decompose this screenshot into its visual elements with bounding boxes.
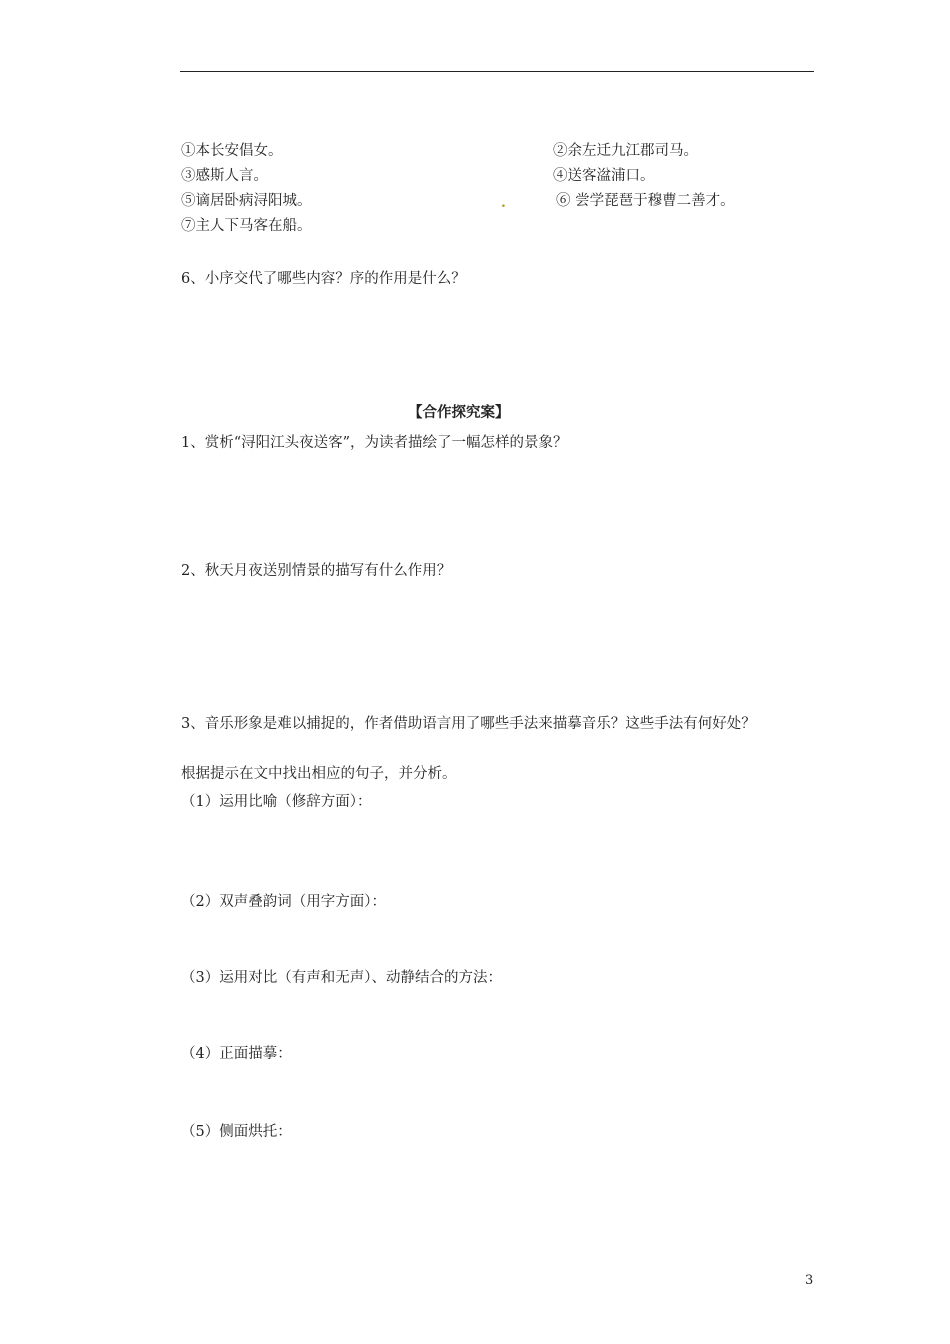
question-3: 3、音乐形象是难以捕捉的，作者借助语言用了哪些手法来描摹音乐？这些手法有何好处？ bbox=[181, 716, 756, 732]
item-4: （4）正面描摹： bbox=[181, 1046, 292, 1062]
sentence-1: ①本长安倡女。 bbox=[181, 143, 283, 159]
sentence-4: ④送客湓浦口。 bbox=[553, 168, 655, 184]
item-1: （1）运用比喻（修辞方面）： bbox=[181, 794, 372, 810]
sentence-6: ⑥ 尝学琵琶于穆曹二善才。 bbox=[556, 193, 735, 209]
marker-dot-icon: . bbox=[501, 195, 506, 211]
sentence-2: ②余左迁九江郡司马。 bbox=[553, 143, 698, 159]
item-3: （3）运用对比（有声和无声）、动静结合的方法： bbox=[181, 970, 502, 986]
hint-text: 根据提示在文中找出相应的句子，并分析。 bbox=[181, 766, 457, 782]
page-number: 3 bbox=[805, 1273, 814, 1288]
sentence-7: ⑦主人下马客在船。 bbox=[181, 218, 312, 234]
sentence-3: ③感斯人言。 bbox=[181, 168, 268, 184]
section-title: 【合作探究案】 bbox=[408, 404, 510, 421]
question-1: 1、赏析“浔阳江头夜送客”，为读者描绘了一幅怎样的景象？ bbox=[181, 435, 568, 451]
item-2: （2）双声叠韵词（用字方面）： bbox=[181, 894, 386, 910]
question-6: 6、小序交代了哪些内容？序的作用是什么？ bbox=[181, 271, 466, 287]
question-2: 2、秋天月夜送别情景的描写有什么作用？ bbox=[181, 563, 452, 579]
header-rule bbox=[180, 71, 814, 72]
sentence-5: ⑤谪居卧病浔阳城。 bbox=[181, 193, 312, 209]
item-5: （5）侧面烘托： bbox=[181, 1124, 292, 1140]
